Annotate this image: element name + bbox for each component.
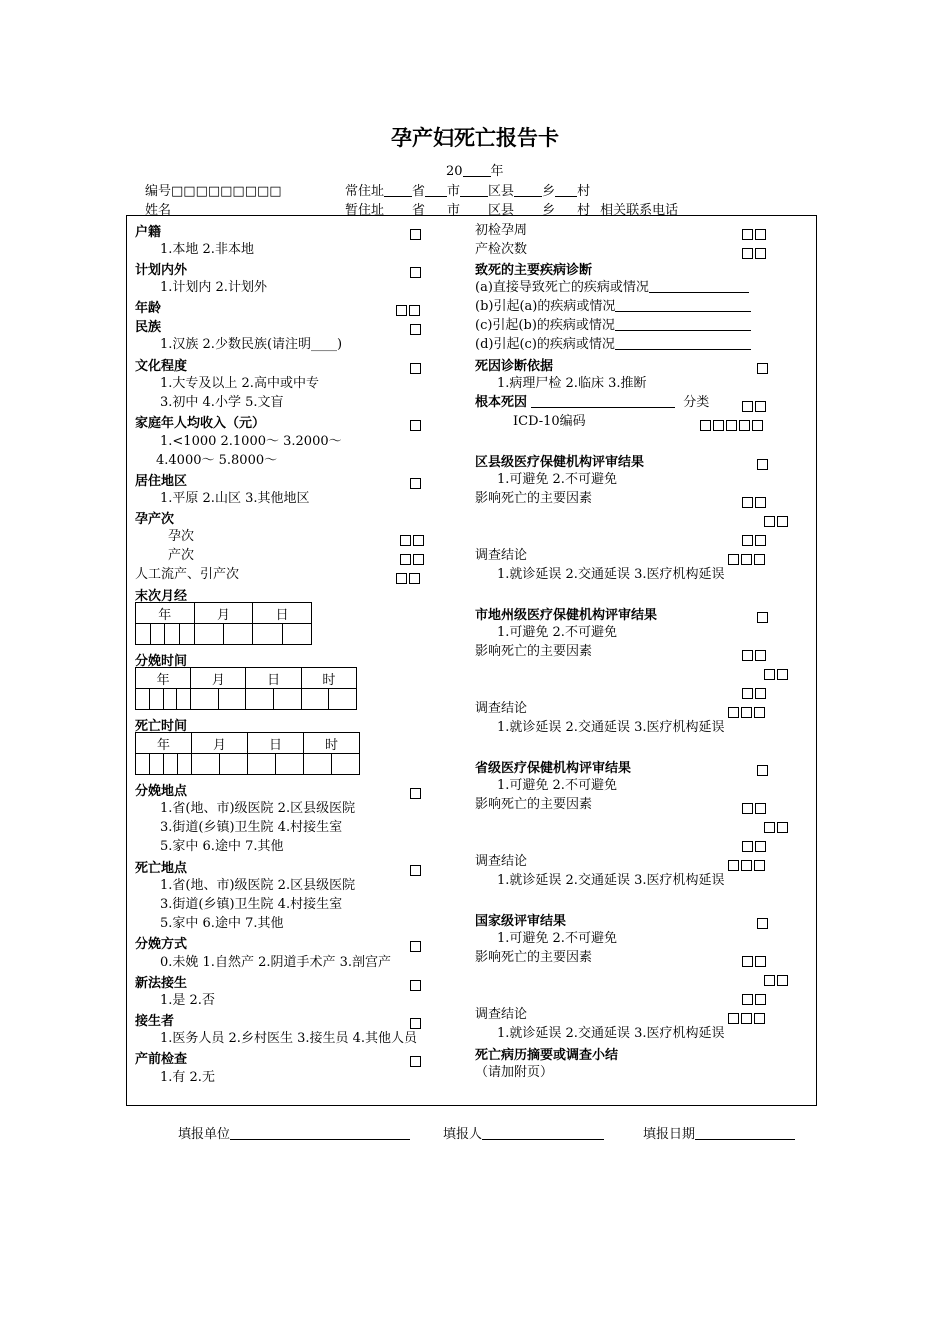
death-place-options-2: 3.街道(乡镇)卫生院 4.村接生室 xyxy=(160,897,343,912)
year-line xyxy=(446,162,504,181)
national-review-checkbox[interactable] xyxy=(755,913,768,932)
year-header: 年 xyxy=(136,668,191,689)
province-review-label: 省级医疗保健机构评审结果 xyxy=(475,761,632,776)
diagnosis-a: (a)直接导致死亡的疾病或情况 xyxy=(475,278,749,297)
prenatal-options: 1.有 2.无 xyxy=(160,1070,215,1085)
delivery-place-options-2: 3.街道(乡镇)卫生院 4.村接生室 xyxy=(160,820,343,835)
province-factor-boxes-1[interactable] xyxy=(740,798,766,817)
summary-label: 死亡病历摘要或调查小结 xyxy=(475,1048,619,1063)
report-date-label: 填报日期 xyxy=(643,1127,696,1142)
province-review-options: 1.可避免 2.不可避免 xyxy=(497,778,617,793)
jihua-checkbox[interactable] xyxy=(408,262,421,281)
perm-city-blank[interactable] xyxy=(425,182,447,197)
birth-count-label: 产次 xyxy=(168,548,195,563)
check-times-label: 产检次数 xyxy=(475,242,528,257)
city-conclusion-options: 1.就诊延误 2.交通延误 3.医疗机构延误 xyxy=(497,720,725,735)
area-label: 居住地区 xyxy=(135,474,188,489)
date-cell[interactable] xyxy=(219,754,247,775)
icd10-label: ICD-10编码 xyxy=(513,414,586,429)
report-date-field xyxy=(643,1125,795,1144)
delivery-time-table xyxy=(135,667,357,710)
date-cell[interactable] xyxy=(177,689,191,710)
date-cell[interactable] xyxy=(136,624,151,645)
first-check-week-boxes[interactable] xyxy=(740,224,766,243)
province-factor-boxes-2[interactable] xyxy=(762,817,788,836)
attendant-label: 接生者 xyxy=(135,1014,175,1029)
year-header: 年 xyxy=(136,733,192,754)
national-review-options: 1.可避免 2.不可避免 xyxy=(497,931,617,946)
death-place-checkbox[interactable] xyxy=(408,860,421,879)
reporter-field xyxy=(443,1125,604,1144)
serial-number-label: 编号□□□□□□□□□ xyxy=(145,184,282,199)
area-checkbox[interactable] xyxy=(408,473,421,492)
city-conclusion-boxes[interactable] xyxy=(726,702,765,721)
perm-town-blank[interactable] xyxy=(514,182,542,197)
delivery-mode-checkbox[interactable] xyxy=(408,936,421,955)
income-options-1: 1.<1000 2.1000～ 3.2000～ xyxy=(160,434,342,449)
date-cell[interactable] xyxy=(136,689,150,710)
province-factors-label: 影响死亡的主要因素 xyxy=(475,797,593,812)
national-conclusion-options: 1.就诊延误 2.交通延误 3.医疗机构延误 xyxy=(497,1026,725,1041)
date-cell[interactable] xyxy=(191,689,219,710)
diagnosis-c: (c)引起(b)的疾病或情况 xyxy=(475,316,751,335)
county-conclusion-boxes[interactable] xyxy=(726,549,765,568)
national-factors-label: 影响死亡的主要因素 xyxy=(475,950,593,965)
diagnosis-c-blank[interactable] xyxy=(615,316,751,331)
page-title: 孕产妇死亡报告卡 xyxy=(391,126,559,150)
date-cell[interactable] xyxy=(329,689,357,710)
delivery-place-checkbox[interactable] xyxy=(408,783,421,802)
national-factor-boxes-3[interactable] xyxy=(740,989,766,1008)
day-header: 日 xyxy=(247,733,303,754)
classification-label: 分类 xyxy=(683,395,710,410)
prenatal-checkbox[interactable] xyxy=(408,1051,421,1070)
date-cell[interactable] xyxy=(253,624,282,645)
month-header: 月 xyxy=(191,733,247,754)
date-cell[interactable] xyxy=(301,689,329,710)
edu-checkbox[interactable] xyxy=(408,358,421,377)
county-review-label: 区县级医疗保健机构评审结果 xyxy=(475,455,645,470)
date-cell[interactable] xyxy=(150,624,165,645)
reporting-unit-label: 填报单位 xyxy=(178,1127,231,1142)
temporary-address: 暂住址 省 市 区县 乡 村 相关联系电话 xyxy=(345,203,679,218)
date-cell[interactable] xyxy=(149,754,163,775)
new-method-options: 1.是 2.否 xyxy=(160,993,215,1008)
date-cell[interactable] xyxy=(163,689,177,710)
reporting-unit-field xyxy=(178,1125,410,1144)
report-date-blank[interactable] xyxy=(695,1125,795,1140)
delivery-mode-label: 分娩方式 xyxy=(135,937,188,952)
diagnosis-b: (b)引起(a)的疾病或情况 xyxy=(475,297,751,316)
date-cell[interactable] xyxy=(282,624,311,645)
province-conclusion-options: 1.就诊延误 2.交通延误 3.医疗机构延误 xyxy=(497,873,725,888)
day-header: 日 xyxy=(253,603,312,624)
income-options-2: 4.4000～ 5.8000～ xyxy=(156,453,278,468)
city-review-checkbox[interactable] xyxy=(755,607,768,626)
death-basis-options: 1.病理尸检 2.临床 3.推断 xyxy=(497,376,647,391)
classification-boxes[interactable] xyxy=(740,396,766,415)
diagnosis-d: (d)引起(c)的疾病或情况 xyxy=(475,335,751,354)
year-prefix: 20 xyxy=(446,164,463,179)
huji-checkbox[interactable] xyxy=(408,224,421,243)
diagnosis-label: 致死的主要疾病诊断 xyxy=(475,263,593,278)
national-factor-boxes-1[interactable] xyxy=(740,951,766,970)
pregnancy-count-label: 孕次 xyxy=(168,529,195,544)
root-cause-blank[interactable] xyxy=(531,393,675,408)
check-times-boxes[interactable] xyxy=(740,243,766,262)
county-review-checkbox[interactable] xyxy=(755,454,768,473)
month-header: 月 xyxy=(194,603,253,624)
national-conclusion-boxes[interactable] xyxy=(726,1008,765,1027)
death-time-label: 死亡时间 xyxy=(135,719,188,734)
age-label: 年龄 xyxy=(135,301,162,316)
abortion-boxes[interactable] xyxy=(394,568,420,587)
date-cell[interactable] xyxy=(223,624,252,645)
edu-label: 文化程度 xyxy=(135,359,188,374)
attendant-options: 1.医务人员 2.乡村医生 3.接生员 4.其他人员 xyxy=(160,1031,418,1046)
date-cell[interactable] xyxy=(179,624,194,645)
death-time-table xyxy=(135,732,360,775)
county-factors-label: 影响死亡的主要因素 xyxy=(475,491,593,506)
county-review-options: 1.可避免 2.不可避免 xyxy=(497,472,617,487)
hour-header: 时 xyxy=(301,668,356,689)
huji-label: 户籍 xyxy=(135,225,162,240)
date-cell[interactable] xyxy=(163,754,177,775)
death-place-label: 死亡地点 xyxy=(135,861,188,876)
huji-options: 1.本地 2.非本地 xyxy=(160,242,254,257)
abortion-label: 人工流产、引产次 xyxy=(135,567,240,582)
perm-prov-blank[interactable] xyxy=(384,182,412,197)
diagnosis-b-blank[interactable] xyxy=(615,297,751,312)
diagnosis-a-blank[interactable] xyxy=(649,278,749,293)
date-cell[interactable] xyxy=(246,689,274,710)
year-header: 年 xyxy=(136,603,195,624)
year-blank[interactable] xyxy=(463,162,491,177)
hour-header: 时 xyxy=(303,733,359,754)
minzu-label: 民族 xyxy=(135,320,162,335)
death-basis-checkbox[interactable] xyxy=(755,358,768,377)
date-cell[interactable] xyxy=(149,689,163,710)
province-conclusion-boxes[interactable] xyxy=(726,855,765,874)
county-factor-boxes-2[interactable] xyxy=(762,511,788,530)
death-place-options-1: 1.省(地、市)级医院 2.区县级医院 xyxy=(160,878,356,893)
root-cause-row xyxy=(475,393,709,412)
perm-county-blank[interactable] xyxy=(460,182,488,197)
delivery-mode-options: 0.未娩 1.自然产 2.阴道手术产 3.剖宫产 xyxy=(160,955,392,970)
county-conclusion-options: 1.就诊延误 2.交通延误 3.医疗机构延误 xyxy=(497,567,725,582)
date-cell[interactable] xyxy=(177,754,191,775)
delivery-time-label: 分娩时间 xyxy=(135,654,188,669)
reporter-blank[interactable] xyxy=(482,1125,604,1140)
perm-village-blank[interactable] xyxy=(555,182,577,197)
delivery-place-options-1: 1.省(地、市)级医院 2.区县级医院 xyxy=(160,801,356,816)
reporter-label: 填报人 xyxy=(443,1127,483,1142)
lmp-date-table xyxy=(135,602,312,645)
date-cell[interactable] xyxy=(136,754,150,775)
year-suffix: 年 xyxy=(490,164,504,179)
province-conclusion-label: 调查结论 xyxy=(475,854,528,869)
edu-options-2: 3.初中 4.小学 5.文盲 xyxy=(160,395,284,410)
province-review-checkbox[interactable] xyxy=(755,760,768,779)
reporting-unit-blank[interactable] xyxy=(230,1125,410,1140)
national-conclusion-label: 调查结论 xyxy=(475,1007,528,1022)
new-method-checkbox[interactable] xyxy=(408,975,421,994)
date-cell[interactable] xyxy=(194,624,223,645)
permanent-address: 常住址 省 市 区县 乡 村 xyxy=(345,184,591,199)
county-factor-boxes-3[interactable] xyxy=(740,530,766,549)
root-cause-label: 根本死因 xyxy=(475,395,528,410)
lmp-label: 末次月经 xyxy=(135,589,188,604)
province-factor-boxes-3[interactable] xyxy=(740,836,766,855)
name-label: 姓名 xyxy=(145,203,172,218)
death-place-options-3: 5.家中 6.途中 7.其他 xyxy=(160,916,284,931)
icd10-boxes[interactable] xyxy=(698,415,763,434)
minzu-options: 1.汉族 2.少数民族(请注明____) xyxy=(160,337,343,352)
summary-note: （请加附页） xyxy=(475,1065,554,1080)
prenatal-label: 产前检查 xyxy=(135,1052,188,1067)
income-checkbox[interactable] xyxy=(408,415,421,434)
date-cell[interactable] xyxy=(165,624,180,645)
county-conclusion-label: 调查结论 xyxy=(475,548,528,563)
jihua-options: 1.计划内 2.计划外 xyxy=(160,280,267,295)
national-review-label: 国家级评审结果 xyxy=(475,914,567,929)
date-cell[interactable] xyxy=(331,754,359,775)
city-review-label: 市地州级医疗保健机构评审结果 xyxy=(475,608,658,623)
month-header: 月 xyxy=(191,668,246,689)
city-factors-label: 影响死亡的主要因素 xyxy=(475,644,593,659)
city-factor-boxes-2[interactable] xyxy=(762,664,788,683)
first-check-week-label: 初检孕周 xyxy=(475,223,528,238)
new-method-label: 新法接生 xyxy=(135,976,188,991)
day-header: 日 xyxy=(246,668,301,689)
income-label: 家庭年人均收入（元） xyxy=(135,416,266,431)
city-conclusion-label: 调查结论 xyxy=(475,701,528,716)
delivery-place-label: 分娩地点 xyxy=(135,784,188,799)
date-cell[interactable] xyxy=(275,754,303,775)
date-cell[interactable] xyxy=(191,754,219,775)
death-basis-label: 死因诊断依据 xyxy=(475,359,554,374)
diagnosis-d-blank[interactable] xyxy=(615,335,751,350)
city-review-options: 1.可避免 2.不可避免 xyxy=(497,625,617,640)
city-factor-boxes-1[interactable] xyxy=(740,645,766,664)
edu-options-1: 1.大专及以上 2.高中或中专 xyxy=(160,376,319,391)
area-options: 1.平原 2.山区 3.其他地区 xyxy=(160,491,310,506)
jihua-label: 计划内外 xyxy=(135,263,188,278)
pregnancy-count-boxes[interactable] xyxy=(398,530,424,549)
birth-count-boxes[interactable] xyxy=(398,549,424,568)
delivery-place-options-3: 5.家中 6.途中 7.其他 xyxy=(160,839,284,854)
age-boxes[interactable] xyxy=(394,300,420,319)
minzu-checkbox[interactable] xyxy=(408,319,421,338)
date-cell[interactable] xyxy=(247,754,275,775)
national-factor-boxes-2[interactable] xyxy=(762,970,788,989)
parity-label: 孕产次 xyxy=(135,512,175,527)
date-cell[interactable] xyxy=(218,689,246,710)
city-factor-boxes-3[interactable] xyxy=(740,683,766,702)
date-cell[interactable] xyxy=(274,689,302,710)
county-factor-boxes-1[interactable] xyxy=(740,492,766,511)
date-cell[interactable] xyxy=(303,754,331,775)
